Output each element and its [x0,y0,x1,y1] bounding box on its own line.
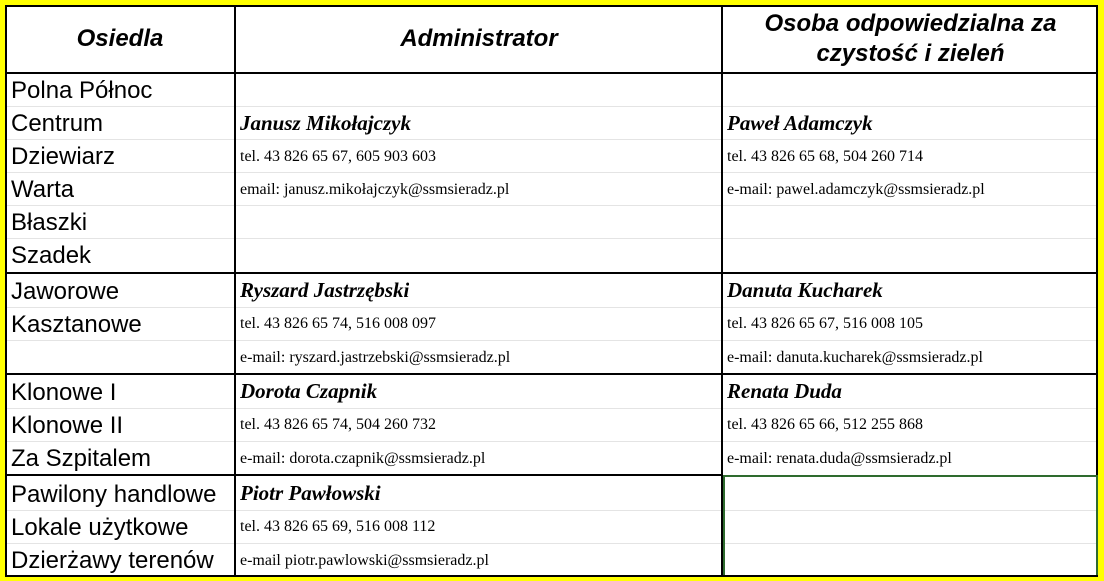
header-administrator: Administrator [400,25,558,52]
estate-cell: Klonowe II [11,411,124,439]
estate-cell: Błaszki [11,208,88,236]
border-row [5,72,1098,74]
estate-cell: Jaworowe [11,277,120,305]
responsible-email: e-mail: danuta.kucharek@ssmsieradz.pl [727,348,983,366]
responsible-name: Renata Duda [727,379,842,403]
border-row [5,272,1098,274]
admin-name: Ryszard Jastrzębski [240,278,410,302]
border-outer [1096,5,1098,475]
estate-cell: Centrum [11,109,104,137]
admin-email: e-mail: ryszard.jastrzebski@ssmsieradz.pl [240,348,511,366]
responsible-phone: tel. 43 826 65 68, 504 260 714 [727,147,923,165]
border-row [5,474,723,476]
estate-cell: Pawilony handlowe [11,480,217,508]
estate-cell: Klonowe I [11,378,117,406]
admin-phone: tel. 43 826 65 74, 516 008 097 [240,314,436,332]
responsible-email: e-mail: renata.duda@ssmsieradz.pl [727,449,952,467]
border-col [234,5,236,577]
border-outer [5,5,1098,7]
responsible-phone: tel. 43 826 65 67, 516 008 105 [727,314,923,332]
gridline [5,106,1098,107]
header-estates: Osiedla [76,25,164,52]
admin-phone: tel. 43 826 65 74, 504 260 732 [240,415,436,433]
contacts-table [5,5,1098,577]
responsible-name: Paweł Adamczyk [727,111,873,135]
gridline [5,408,1098,409]
estate-cell: Warta [11,175,75,203]
admin-name: Janusz Mikołajczyk [240,111,411,135]
header-responsible: Osoba odpowiedzialna za czystość i zieleń [764,10,1057,67]
responsible-phone: tel. 43 826 65 66, 512 255 868 [727,415,923,433]
estate-cell: Kasztanowe [11,310,142,338]
border-outer [5,5,7,577]
admin-name: Dorota Czapnik [240,379,378,403]
admin-email: email: janusz.mikołajczyk@ssmsieradz.pl [240,180,510,198]
border-col [721,5,723,577]
estate-cell: Dzierżawy terenów [11,546,214,574]
gridline [5,238,1098,239]
estate-cell: Szadek [11,241,92,269]
estate-cell: Dziewiarz [11,142,116,170]
responsible-email: e-mail: pawel.adamczyk@ssmsieradz.pl [727,180,985,198]
estate-cell: Lokale użytkowe [11,513,189,541]
estate-cell: Za Szpitalem [11,444,152,472]
admin-email: e-mail piotr.pawlowski@ssmsieradz.pl [240,551,489,569]
admin-phone: tel. 43 826 65 69, 516 008 112 [240,517,436,535]
admin-email: e-mail: dorota.czapnik@ssmsieradz.pl [240,449,486,467]
gridline [5,139,1098,140]
admin-phone: tel. 43 826 65 67, 605 903 603 [240,147,436,165]
selected-cell[interactable] [723,475,1098,577]
responsible-name: Danuta Kucharek [727,278,883,302]
border-row [5,373,1098,375]
estate-cell: Polna Północ [11,76,153,104]
border-outer [5,575,1098,577]
admin-name: Piotr Pawłowski [240,481,381,505]
gridline [5,307,1098,308]
